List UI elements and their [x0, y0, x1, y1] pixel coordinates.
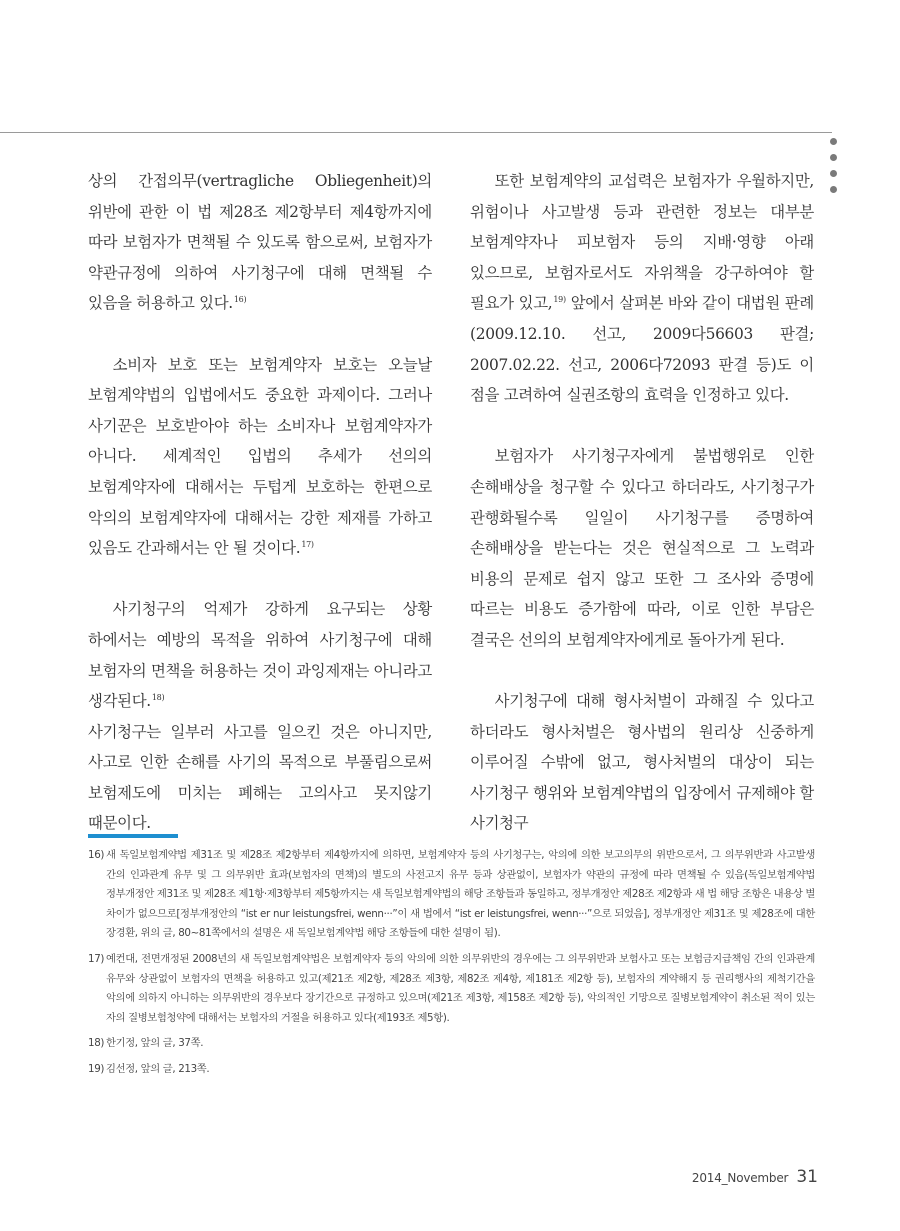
footnote-text: 김선정, 앞의 글, 213쪽. — [106, 1062, 210, 1075]
footnote-17 — [88, 950, 815, 1028]
footnote-number: 16) — [88, 849, 105, 861]
footnote-number: 18) — [88, 1037, 105, 1050]
footnote-16 — [88, 846, 815, 944]
footnote-ref-18[interactable]: 18) — [151, 692, 165, 702]
footnote-19 — [88, 1060, 815, 1080]
left-paragraph-3: 사기청구의 억제가 강하게 요구되는 상황 하에서는 예방의 목적을 위하여 사기청구에 대해 보험자의 면책을 허용하는 것이 과잉제재는 아니라고 생각된다.$^{18)}$ — [88, 600, 432, 711]
header-rule — [0, 132, 832, 133]
left-column — [88, 166, 432, 839]
footnote-18 — [88, 1034, 815, 1054]
footnote-ref-16[interactable]: 16) — [233, 295, 247, 305]
page-number: 31 — [796, 1167, 818, 1187]
right-paragraph-1: 또한 보험계약의 교섭력은 보험자가 우월하지만, 위험이나 사고발생 등과 관련한 정보는 대부분 보험계약자나 피보험자 등의 지배·영향 아래 있으므로, 보험자로서도 자위책을 강구하여야 할 필요가 있고,$^{19)}$ 앞에서 살펴본 바와 같이 대법원 판례(2009.12.10. 선고, 2009다56603 판결; 2007.02.22. 선고, 2006다72093 판결 등)도 이 점을 고려하여 실권조항의 효력을 인정하고 있다. — [470, 172, 814, 405]
right-paragraph-2: 보험자가 사기청구자에게 불법행위로 인한 손해배상을 청구할 수 있다고 하더라도, 사기청구가 관행화될수록 일일이 사기청구를 증명하여 손해배상을 받는다는 것은 현실적으로 그 노력과 비용의 문제로 쉽지 않고 또한 그 조사와 증명에 따르는 비용도 증가함에 따라, 이로 인한 부담은 결국은 선의의 보험계약자에게로 돌아가게 된다. — [470, 447, 814, 649]
decorative-dots-icon — [830, 138, 837, 202]
footnote-text: 예컨대, 전면개정된 2008년의 새 독일보험계약법은 보험계약자 등의 악의에 의한 의무위반의 경우에는 그 의무위반과 보험사고 또는 보험금지급책임 간의 인과관계 유무와 상관없이 보험자의 면책을 허용하고 있고(제21조 제2항, 제28조 제3항, 제82조 제4항, 제181조 제2항 등), 보험자의 계약해지 등 권리행사의 제척기간을 악의에 의하지 아니하는 의무위반의 경우보다 장기간으로 규정하고 있으며(제21조 제3항, 제158조 제2항 등), 악의적인 기망으로 질병보험계약이 취소된 적이 있는 자의 질병보험청약에 대해서는 보험자의 거절을 허용하고 있다(제193조 제5항). — [106, 952, 815, 1024]
footnote-text: 한기정, 앞의 글, 37쪽. — [106, 1037, 204, 1050]
footnote-ref-19[interactable]: 19) — [553, 295, 566, 305]
left-paragraph-4: 사기청구는 일부러 사고를 일으킨 것은 아니지만, 사고로 인한 손해를 사기의 목적으로 부풀림으로써 보험제도에 미치는 폐해는 고의사고 못지않기 때문이다. — [88, 722, 432, 833]
footnote-text: 새 독일보험계약법 제31조 및 제28조 제2항부터 제4항까지에 의하면, 보험계약자 등의 사기청구는, 악의에 의한 보고의무의 위반으로서, 그 의무위반과 사고발생 간의 인과관계 유무 및 그 의무위반 효과(보험자의 면책)의 별도의 사전고지 유무 등과 상관없이, 보험자가 약관의 규정에 따라 면책될 수 있음(독일보험계약법 정부개정안 제31조 및 제28조 제1항·제3항부터 제5항까지는 새 독일보험계약법의 해당 조항들과 동일하고, 정부개정안 제28조 제2항과 새 법 해당 조항은 내용상 별 차이가 없으므로[정부개정안의 “ist er nur leistungsfrei, wenn···”이 새 법에서 “ist er leistungsfrei, wenn···”으로 되었음], 정부개정안 제31조 및 제28조에 대한 장경환, 위의 글, 80~81쪽에서의 설명은 새 독일보험계약법 해당 조항들에 대한 설명이 됨). — [106, 849, 815, 940]
footnotes — [88, 846, 815, 1086]
left-paragraph-2: 소비자 보호 또는 보험계약자 보호는 오늘날 보험계약법의 입법에서도 중요한 과제이다. 그러나 사기꾼은 보호받아야 하는 소비자나 보험계약자가 아니다. 세계적인 입법의 추세가 선의의 보험계약자에 대해서는 두텁게 보호하는 한편으로 악의의 보험계약자에 대해서는 강한 제재를 가하고 있음도 간과해서는 안 될 것이다.$^{17)}$ — [88, 355, 432, 558]
footnote-divider — [88, 834, 178, 838]
footnote-number: 19) — [88, 1062, 105, 1075]
right-column — [470, 166, 814, 839]
footnote-number: 17) — [88, 952, 105, 965]
page-footer — [692, 1167, 818, 1187]
footnote-ref-17[interactable]: 17) — [301, 540, 314, 549]
right-paragraph-3: 사기청구에 대해 형사처벌이 과해질 수 있다고 하더라도 형사처벌은 형사법의 원리상 신중하게 이루어질 수밖에 없고, 형사처벌의 대상이 되는 사기청구 행위와 보험계약법의 입장에서 규제해야 할 사기청구 — [470, 692, 814, 833]
left-paragraph-1: 상의 간접의무(vertragliche Obliegenheit)의 위반에 관한 이 법 제28조 제2항부터 제4항까지에 따라 보험자가 면책될 수 있도록 함으로써, 보험자가 약관규정에 의하여 사기청구에 대해 면책될 수 있음을 허용하고 있다.$^{16)}$ — [88, 172, 432, 313]
issue-date: 2014_November — [691, 1171, 789, 1185]
